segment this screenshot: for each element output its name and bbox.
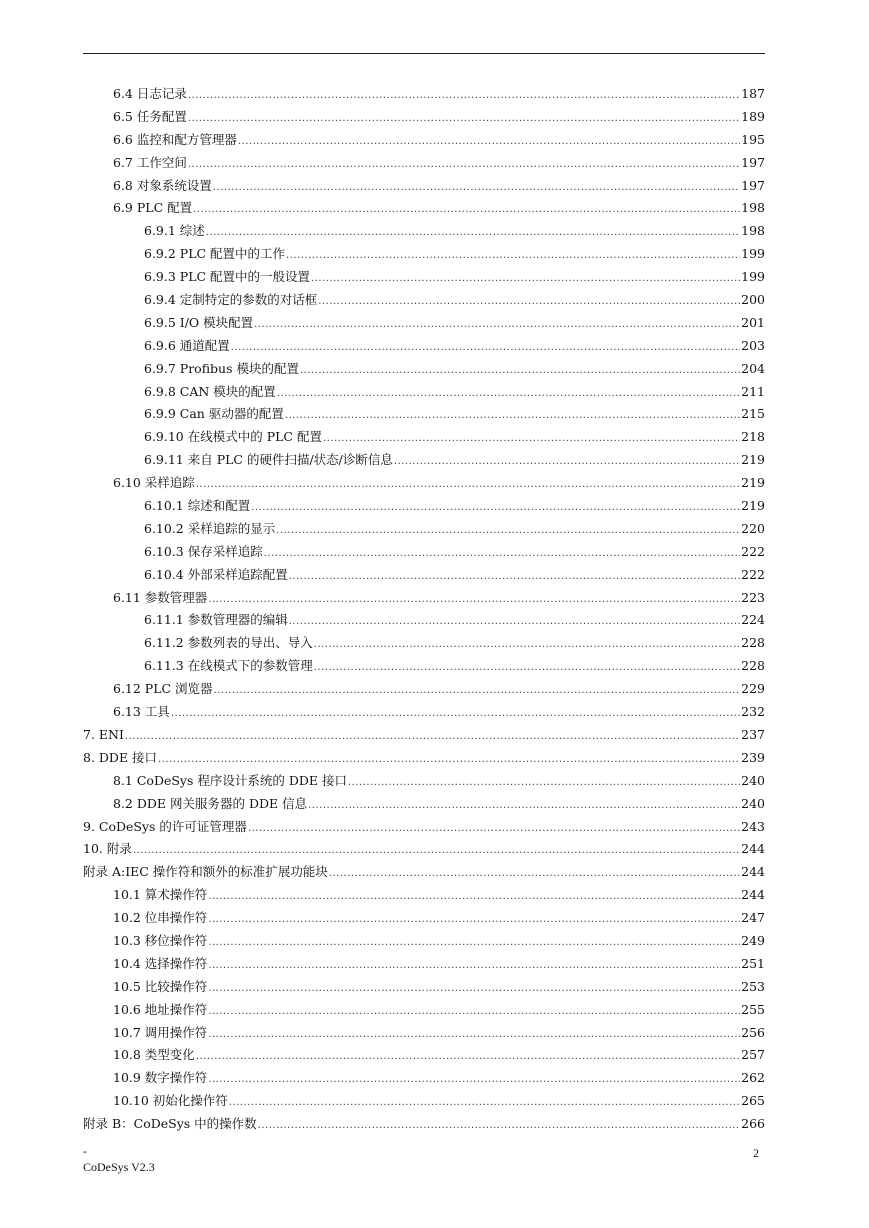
toc-entry-title: 6.10.1 综述和配置 xyxy=(144,498,251,514)
toc-entry-page: 240 xyxy=(741,795,765,811)
toc-entry[interactable] xyxy=(83,609,765,632)
toc-leader-dots xyxy=(314,657,740,680)
toc-entry[interactable] xyxy=(83,861,765,884)
toc-entry-title: 6.9.3 PLC 配置中的一般设置 xyxy=(144,269,311,285)
toc-entry-title: 7. ENI xyxy=(83,726,124,742)
toc-entry[interactable] xyxy=(83,747,765,770)
toc-entry-title: 8.2 DDE 网关服务器的 DDE 信息 xyxy=(113,795,308,811)
toc-leader-dots xyxy=(208,1024,740,1047)
toc-entry-page: 253 xyxy=(741,978,765,994)
toc-entry-page: 201 xyxy=(741,314,765,330)
toc-entry-title: 10.8 类型变化 xyxy=(113,1047,195,1063)
toc-entry[interactable] xyxy=(83,152,765,175)
toc-entry[interactable] xyxy=(83,541,765,564)
toc-entry-title: 6.9.9 Can 驱动器的配置 xyxy=(144,406,284,422)
toc-entry[interactable] xyxy=(83,999,765,1022)
toc-entry-title: 6.9.10 在线模式中的 PLC 配置 xyxy=(144,429,322,445)
toc-entry-page: 222 xyxy=(741,543,765,559)
toc-entry-title: 6.10 采样追踪 xyxy=(113,475,195,491)
toc-leader-dots xyxy=(329,863,740,886)
footer-dash: - xyxy=(83,1144,87,1158)
toc-leader-dots xyxy=(196,1046,740,1069)
toc-entry-page: 247 xyxy=(741,910,765,926)
toc-leader-dots xyxy=(196,474,740,497)
toc-entry-page: 198 xyxy=(741,223,765,239)
table-of-contents xyxy=(83,83,765,1136)
toc-leader-dots xyxy=(311,268,740,291)
toc-entry-title: 10.4 选择操作符 xyxy=(113,955,208,971)
toc-entry-page: 198 xyxy=(741,200,765,216)
toc-entry-page: 243 xyxy=(741,818,765,834)
toc-leader-dots xyxy=(258,1115,740,1138)
toc-leader-dots xyxy=(285,405,740,428)
toc-entry[interactable] xyxy=(83,884,765,907)
toc-leader-dots xyxy=(323,428,740,451)
toc-leader-dots xyxy=(208,909,740,932)
toc-entry-page: 265 xyxy=(741,1093,765,1109)
toc-entry-page: 195 xyxy=(741,131,765,147)
toc-entry[interactable] xyxy=(83,953,765,976)
toc-entry[interactable] xyxy=(83,770,765,793)
toc-entry-title: 6.10.2 采样追踪的显示 xyxy=(144,520,276,536)
toc-leader-dots xyxy=(300,360,740,383)
toc-entry-page: 211 xyxy=(741,383,765,399)
toc-entry-page: 237 xyxy=(741,726,765,742)
toc-leader-dots xyxy=(208,932,740,955)
toc-entry-title: 10. 附录 xyxy=(83,841,132,857)
toc-entry[interactable] xyxy=(83,793,765,816)
toc-leader-dots xyxy=(276,520,740,543)
toc-entry-page: 244 xyxy=(741,864,765,880)
toc-entry[interactable] xyxy=(83,1067,765,1090)
toc-entry[interactable] xyxy=(83,1022,765,1045)
toc-entry[interactable] xyxy=(83,106,765,129)
toc-leader-dots xyxy=(208,886,740,909)
toc-leader-dots xyxy=(289,611,740,634)
toc-entry-page: 203 xyxy=(741,337,765,353)
toc-entry[interactable] xyxy=(83,838,765,861)
toc-entry-title: 附录 B：CoDeSys 中的操作数 xyxy=(83,1116,257,1132)
toc-entry-page: 199 xyxy=(741,269,765,285)
toc-entry[interactable] xyxy=(83,197,765,220)
toc-entry[interactable] xyxy=(83,518,765,541)
toc-entry[interactable] xyxy=(83,1113,765,1136)
toc-entry[interactable] xyxy=(83,655,765,678)
toc-entry-page: 244 xyxy=(741,887,765,903)
toc-entry-page: 257 xyxy=(741,1047,765,1063)
toc-entry-title: 10.1 算术操作符 xyxy=(113,887,208,903)
toc-leader-dots xyxy=(208,589,740,612)
toc-entry[interactable] xyxy=(83,358,765,381)
toc-entry[interactable] xyxy=(83,449,765,472)
toc-entry-page: 256 xyxy=(741,1024,765,1040)
toc-leader-dots xyxy=(188,108,740,131)
toc-leader-dots xyxy=(238,131,740,154)
toc-leader-dots xyxy=(125,726,740,749)
toc-entry[interactable] xyxy=(83,175,765,198)
toc-entry-title: 10.10 初始化操作符 xyxy=(113,1093,228,1109)
footer-product-name: CoDeSys V2.3 xyxy=(83,1160,155,1174)
toc-entry[interactable] xyxy=(83,930,765,953)
toc-entry[interactable] xyxy=(83,472,765,495)
toc-entry-title: 6.13 工具 xyxy=(113,704,170,720)
toc-entry-title: 6.9.6 通道配置 xyxy=(144,337,230,353)
toc-entry-title: 10.9 数字操作符 xyxy=(113,1070,208,1086)
toc-entry[interactable] xyxy=(83,243,765,266)
toc-entry-page: 200 xyxy=(741,292,765,308)
toc-entry-title: 8.1 CoDeSys 程序设计系统的 DDE 接口 xyxy=(113,772,347,788)
toc-entry[interactable] xyxy=(83,426,765,449)
toc-leader-dots xyxy=(231,337,740,360)
toc-leader-dots xyxy=(193,199,740,222)
toc-entry-page: 222 xyxy=(741,566,765,582)
toc-entry-page: 197 xyxy=(741,177,765,193)
toc-entry[interactable] xyxy=(83,289,765,312)
toc-leader-dots xyxy=(394,451,740,474)
toc-entry-page: 220 xyxy=(741,520,765,536)
toc-leader-dots xyxy=(277,383,740,406)
toc-leader-dots xyxy=(206,222,740,245)
toc-entry-page: 204 xyxy=(741,360,765,376)
toc-entry-title: 6.9.5 I/O 模块配置 xyxy=(144,314,254,330)
toc-entry-title: 6.8 对象系统设置 xyxy=(113,177,212,193)
toc-entry-page: 228 xyxy=(741,658,765,674)
toc-entry-title: 6.11.2 参数列表的导出、导入 xyxy=(144,635,313,651)
toc-leader-dots xyxy=(158,749,740,772)
toc-entry[interactable] xyxy=(83,907,765,930)
toc-entry-page: 218 xyxy=(741,429,765,445)
toc-entry[interactable] xyxy=(83,83,765,106)
toc-entry[interactable] xyxy=(83,403,765,426)
toc-entry-title: 6.9.2 PLC 配置中的工作 xyxy=(144,246,286,262)
toc-entry[interactable] xyxy=(83,495,765,518)
toc-entry-title: 6.11.1 参数管理器的编辑 xyxy=(144,612,288,628)
toc-leader-dots xyxy=(251,497,740,520)
toc-entry-page: 219 xyxy=(741,452,765,468)
toc-entry-title: 6.11.3 在线模式下的参数管理 xyxy=(144,658,313,674)
toc-entry-title: 10.7 调用操作符 xyxy=(113,1024,208,1040)
toc-entry-page: 229 xyxy=(741,681,765,697)
toc-leader-dots xyxy=(208,955,740,978)
toc-entry-page: 224 xyxy=(741,612,765,628)
toc-entry-page: 232 xyxy=(741,704,765,720)
toc-entry-title: 6.6 监控和配方管理器 xyxy=(113,131,237,147)
toc-entry-page: 187 xyxy=(741,86,765,101)
toc-entry-title: 9. CoDeSys 的许可证管理器 xyxy=(83,818,247,834)
toc-leader-dots xyxy=(264,543,740,566)
toc-entry-title: 6.7 工作空间 xyxy=(113,154,187,170)
toc-entry[interactable] xyxy=(83,1090,765,1113)
toc-entry-page: 219 xyxy=(741,475,765,491)
toc-entry[interactable] xyxy=(83,724,765,747)
toc-entry[interactable] xyxy=(83,678,765,701)
toc-entry-title: 10.6 地址操作符 xyxy=(113,1001,208,1017)
toc-entry-page: 249 xyxy=(741,932,765,948)
toc-entry-title: 6.5 任务配置 xyxy=(113,108,187,124)
toc-entry-page: 189 xyxy=(741,108,765,124)
toc-entry-title: 6.10.3 保存采样追踪 xyxy=(144,543,263,559)
toc-leader-dots xyxy=(208,1001,740,1024)
toc-entry-page: 197 xyxy=(741,154,765,170)
toc-entry-title: 6.12 PLC 浏览器 xyxy=(113,681,213,697)
toc-entry[interactable] xyxy=(83,701,765,724)
toc-leader-dots xyxy=(308,795,740,818)
toc-entry-title: 附录 A:IEC 操作符和额外的标准扩展功能块 xyxy=(83,864,328,880)
toc-entry-title: 6.10.4 外部采样追踪配置 xyxy=(144,566,288,582)
toc-entry-page: 199 xyxy=(741,246,765,262)
toc-entry-page: 228 xyxy=(741,635,765,651)
toc-entry[interactable] xyxy=(83,266,765,289)
toc-leader-dots xyxy=(229,1092,740,1115)
toc-entry-title: 6.9.1 综述 xyxy=(144,223,205,239)
toc-entry-page: 223 xyxy=(741,589,765,605)
toc-entry-title: 8. DDE 接口 xyxy=(83,749,158,765)
toc-entry-page: 239 xyxy=(741,749,765,765)
toc-entry[interactable] xyxy=(83,1044,765,1067)
toc-leader-dots xyxy=(214,680,741,703)
toc-entry[interactable] xyxy=(83,335,765,358)
toc-entry-title: 6.4 日志记录 xyxy=(113,86,187,101)
toc-entry-page: 266 xyxy=(741,1116,765,1132)
toc-leader-dots xyxy=(348,772,740,795)
footer-page-number: 2 xyxy=(753,1146,759,1160)
toc-entry-page: 255 xyxy=(741,1001,765,1017)
toc-leader-dots xyxy=(133,840,740,863)
toc-leader-dots xyxy=(289,566,740,589)
toc-leader-dots xyxy=(208,1069,740,1092)
toc-entry-page: 262 xyxy=(741,1070,765,1086)
toc-entry[interactable] xyxy=(83,816,765,839)
toc-leader-dots xyxy=(318,291,740,314)
toc-entry-title: 6.9 PLC 配置 xyxy=(113,200,193,216)
toc-entry-page: 244 xyxy=(741,841,765,857)
toc-leader-dots xyxy=(254,314,740,337)
toc-leader-dots xyxy=(213,177,740,200)
toc-entry-title: 6.9.7 Profibus 模块的配置 xyxy=(144,360,299,376)
toc-leader-dots xyxy=(188,154,740,177)
toc-leader-dots xyxy=(286,245,740,268)
toc-entry-page: 219 xyxy=(741,498,765,514)
toc-leader-dots xyxy=(208,978,740,1001)
toc-entry-title: 10.2 位串操作符 xyxy=(113,910,208,926)
toc-entry-title: 6.11 参数管理器 xyxy=(113,589,208,605)
toc-entry[interactable] xyxy=(83,312,765,335)
toc-entry[interactable] xyxy=(83,632,765,655)
toc-entry[interactable] xyxy=(83,976,765,999)
header-rule xyxy=(83,53,765,54)
toc-entry-title: 6.9.4 定制特定的参数的对话框 xyxy=(144,292,318,308)
toc-entry[interactable] xyxy=(83,220,765,243)
toc-entry[interactable] xyxy=(83,381,765,404)
toc-entry-title: 6.9.8 CAN 模块的配置 xyxy=(144,383,276,399)
toc-entry-title: 6.9.11 来自 PLC 的硬件扫描/状态/诊断信息 xyxy=(144,452,393,468)
toc-leader-dots xyxy=(248,818,740,841)
toc-leader-dots xyxy=(171,703,740,726)
toc-entry[interactable] xyxy=(83,564,765,587)
toc-leader-dots xyxy=(314,634,740,657)
toc-entry-title: 10.5 比较操作符 xyxy=(113,978,208,994)
toc-entry[interactable] xyxy=(83,129,765,152)
toc-leader-dots xyxy=(188,85,740,108)
toc-entry-page: 215 xyxy=(741,406,765,422)
toc-entry[interactable] xyxy=(83,587,765,610)
toc-entry-title: 10.3 移位操作符 xyxy=(113,932,208,948)
toc-entry-page: 251 xyxy=(741,955,765,971)
toc-entry-page: 240 xyxy=(741,772,765,788)
